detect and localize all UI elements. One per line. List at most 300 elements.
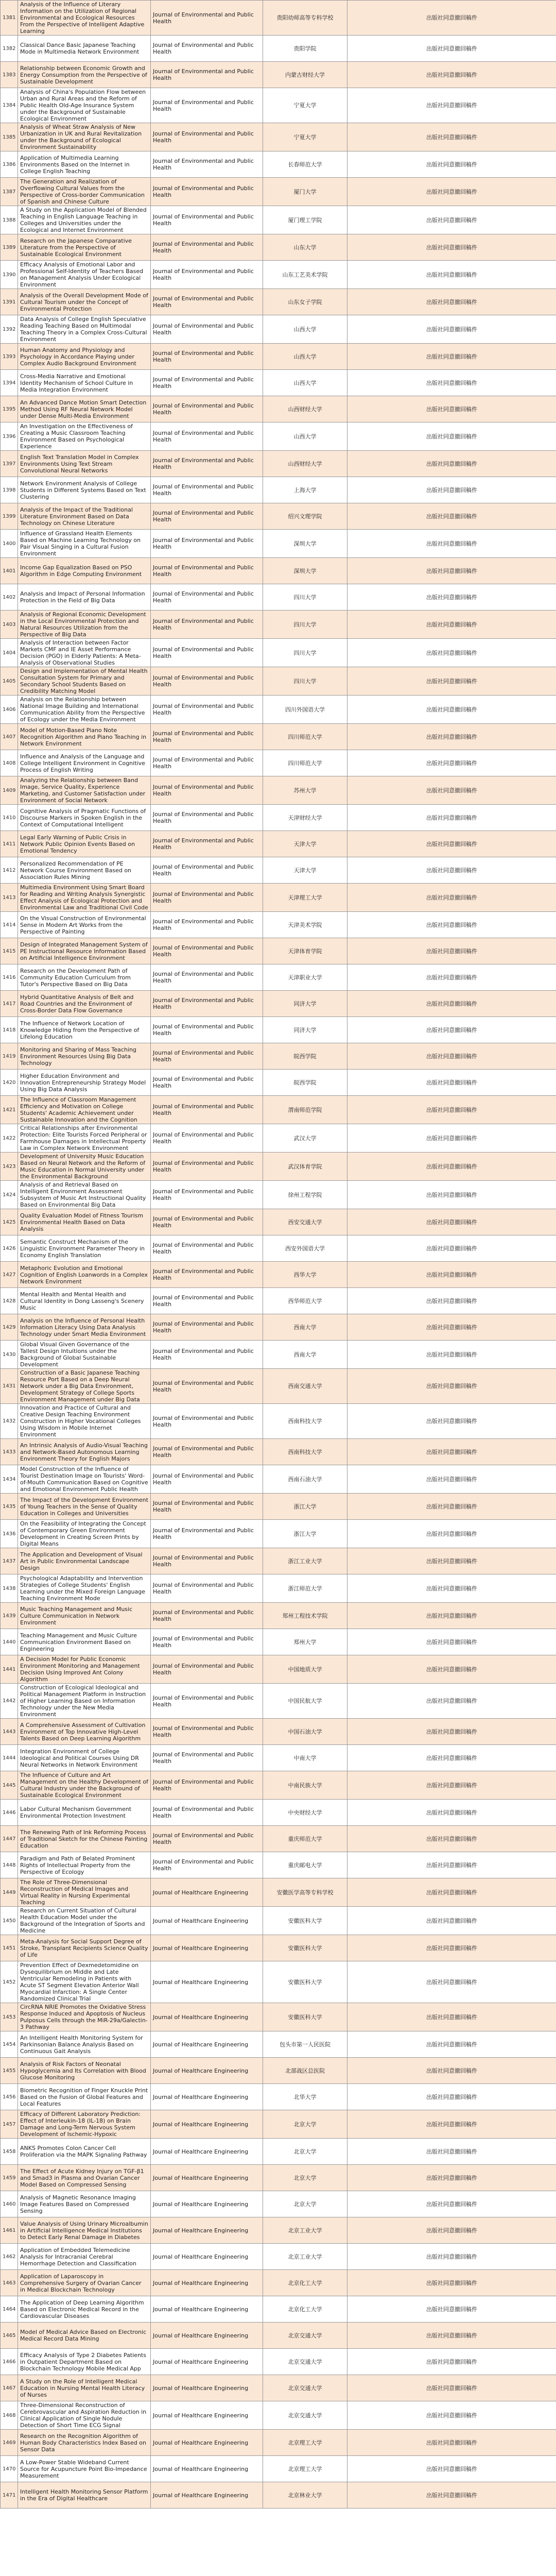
table-row [1,1494,556,1520]
journal-name: Journal of Environmental and Public Health [151,1235,263,1262]
journal-name: Journal of Healthcare Engineering [151,2191,263,2217]
journal-name: Journal of Environmental and Public Health [151,1209,263,1235]
journal-name: Journal of Environmental and Public Health [151,857,263,884]
article-title: Mental Health and Mental Health and Cultural Identity in Dong Lasseng's Scenery Music [18,1288,151,1314]
article-title: The Application and Development of Visual Art in Public Environmental Landscape Design [18,1548,151,1574]
institution: 中国民航大学 [263,1684,348,1719]
institution: 山西财经大学 [263,451,348,477]
journal-name: Journal of Healthcare Engineering [151,2456,263,2482]
journal-name: Journal of Environmental and Public Health [151,805,263,831]
table-row [1,938,556,964]
institution: 西南科技大学 [263,1439,348,1465]
article-title: A Decision Model for Public Economic Environment Monitoring and Management Decision Using Improved Ant Colony Algorithm [18,1655,151,1684]
retraction-status: 出版社同意撤回稿件 [348,1181,556,1209]
article-title: Model Construction of the Influence of Tourist Destination Image on Tourists' Word-of-Mouth Communication Based on Cognitive and Emotional Environment Public Health [18,1465,151,1494]
institution: 天津财经大学 [263,805,348,831]
institution: 徐州工程学院 [263,1181,348,1209]
article-title: Research on Current Situation of Cultural Health Education Model under the Background of the Integration of Sports and Medicine [18,1907,151,1935]
row-id: 1429 [1,1314,18,1341]
institution: 同济大学 [263,1017,348,1043]
retraction-status: 出版社同意撤回稿件 [348,964,556,991]
journal-name: Journal of Environmental and Public Health [151,530,263,558]
table-row [1,88,556,123]
row-id: 1447 [1,1826,18,1852]
journal-name: Journal of Environmental and Public Health [151,123,263,151]
article-title: The Influence of Network Location of Knowledge Hiding from the Perspective of Lifelong Education [18,1017,151,1043]
article-title: Construction of Ecological Ideological and Political Management Platform in Instruction of Higher Learning Based on Information Technology under the New Media Environment [18,1684,151,1719]
row-id: 1395 [1,396,18,422]
row-id: 1414 [1,912,18,938]
row-id: 1393 [1,344,18,370]
article-title: Multimedia Environment Using Smart Board for Reading and Writing Analysis Synergistic Effect Analysis of Ecological Protection and Environmental Law and Traditional Civil Code [18,884,151,912]
institution: 深圳大学 [263,558,348,584]
institution: 中国石油大学 [263,1719,348,1745]
row-id: 1452 [1,1961,18,2003]
table-row [1,315,556,344]
row-id: 1413 [1,884,18,912]
table-row [1,2031,556,2058]
table-row [1,696,556,724]
row-id: 1382 [1,36,18,62]
institution: 浙江师范大学 [263,1574,348,1603]
table-row [1,1852,556,1878]
row-id: 1407 [1,724,18,750]
row-id: 1439 [1,1603,18,1629]
institution: 四川师范大学 [263,724,348,750]
article-title: Analysis of Risk Factors of Neonatal Hypoglycemia and Its Correlation with Blood Glucose Monitoring [18,2058,151,2084]
retraction-status: 出版社同意撤回稿件 [348,1629,556,1655]
row-id: 1461 [1,2217,18,2244]
institution: 安徽医科大学 [263,1907,348,1935]
journal-name: Journal of Environmental and Public Health [151,234,263,261]
retraction-status: 出版社同意撤回稿件 [348,2270,556,2296]
retraction-status: 出版社同意撤回稿件 [348,530,556,558]
retraction-status: 出版社同意撤回稿件 [348,1017,556,1043]
institution: 北京大学 [263,2139,348,2165]
article-title: Analysis of Wheat Straw Analysis of New Urbanization in UK and Rural Revitalization under the Background of Ecological Environment Sustainability [18,123,151,151]
institution: 浙江大学 [263,1494,348,1520]
journal-name: Journal of Environmental and Public Health [151,1262,263,1288]
article-title: Semantic Construct Mechanism of the Linguistic Environment Parameter Theory in Economy English Translation [18,1235,151,1262]
journal-name: Journal of Environmental and Public Health [151,750,263,776]
table-row [1,2244,556,2270]
table-row [1,1153,556,1181]
retraction-status: 出版社同意撤回稿件 [348,234,556,261]
institution: 宁夏大学 [263,88,348,123]
table-row [1,1439,556,1465]
article-title: Classical Dance Basic Japanese Teaching Mode in Multimedia Network Environment [18,36,151,62]
article-title: Cross-Media Narrative and Emotional Identity Mechanism of School Culture in Media Integration Environment [18,370,151,396]
article-title: Influence of Grassland Health Elements Based on Machine Learning Technology on Pair Visual Singing in a Cultural Fusion Environment [18,530,151,558]
retraction-status: 出版社同意撤回稿件 [348,206,556,234]
table-row [1,1209,556,1235]
row-id: 1424 [1,1181,18,1209]
retraction-status: 出版社同意撤回稿件 [348,1341,556,1369]
institution: 西安外国语大学 [263,1235,348,1262]
retraction-status: 出版社同意撤回稿件 [348,2456,556,2482]
retraction-status: 出版社同意撤回稿件 [348,1603,556,1629]
retraction-status: 出版社同意撤回稿件 [348,151,556,178]
retraction-status: 出版社同意撤回稿件 [348,2084,556,2110]
journal-name: Journal of Environmental and Public Health [151,477,263,503]
journal-name: Journal of Environmental and Public Health [151,611,263,639]
row-id: 1444 [1,1745,18,1771]
retraction-status: 出版社同意撤回稿件 [348,1548,556,1574]
retraction-status: 出版社同意撤回稿件 [348,912,556,938]
article-title: Efficacy Analysis of Emotional Labor and Professional Self-Identity of Teachers Based on Management Analysis Under Ecological Environment [18,261,151,289]
row-id: 1405 [1,667,18,696]
row-id: 1432 [1,1404,18,1439]
table-row [1,857,556,884]
journal-name: Journal of Environmental and Public Health [151,88,263,123]
article-title: A Low-Power Stable Wideband Current Source for Acupuncture Point Bio-Impedance Measurement [18,2456,151,2482]
institution: 贵阳幼师高等专科学校 [263,1,348,36]
table-row [1,206,556,234]
institution: 西南交通大学 [263,1369,348,1404]
institution: 安徽医学高等专科学校 [263,1878,348,1907]
article-title: Analysis on the Influence of Personal Health Information Literacy Using Data Analysis Technology under Smart Media Environment [18,1314,151,1341]
table-row [1,724,556,750]
institution: 北京交通大学 [263,2375,348,2401]
institution: 重庆师范大学 [263,1826,348,1852]
retraction-status: 出版社同意撤回稿件 [348,2165,556,2191]
retraction-status: 出版社同意撤回稿件 [348,1800,556,1826]
row-id: 1425 [1,1209,18,1235]
row-id: 1391 [1,289,18,315]
institution: 四川师范大学 [263,750,348,776]
journal-name: Journal of Environmental and Public Health [151,724,263,750]
institution: 山西大学 [263,422,348,451]
table-row [1,2084,556,2110]
article-title: Meta-Analysis for Social Support Degree of Stroke, Transplant Recipients Science Quality of Life [18,1935,151,1961]
retraction-status: 出版社同意撤回稿件 [348,2349,556,2375]
table-row [1,1124,556,1153]
institution: 包头市第一人民医院 [263,2031,348,2058]
journal-name: Journal of Environmental and Public Health [151,370,263,396]
retraction-status: 出版社同意撤回稿件 [348,2003,556,2031]
journal-name: Journal of Environmental and Public Health [151,558,263,584]
article-title: Quality Evaluation Model of Fitness Tourism Environmental Health Based on Data Analysis [18,1209,151,1235]
retraction-status: 出版社同意撤回稿件 [348,1404,556,1439]
row-id: 1449 [1,1878,18,1907]
table-row [1,2323,556,2349]
table-row [1,2110,556,2139]
table-row [1,639,556,667]
row-id: 1443 [1,1719,18,1745]
row-id: 1418 [1,1017,18,1043]
institution: 西安交通大学 [263,1209,348,1235]
institution: 山西大学 [263,315,348,344]
row-id: 1398 [1,477,18,503]
row-id: 1469 [1,2430,18,2456]
article-title: A Comprehensive Assessment of Cultivation Environment of Top Innovative High-Level Talents Based on Deep Learning Algorithm [18,1719,151,1745]
institution: 北京工业大学 [263,2217,348,2244]
row-id: 1384 [1,88,18,123]
retraction-status: 出版社同意撤回稿件 [348,396,556,422]
table-row [1,1771,556,1800]
article-title: Construction of a Basic Japanese Teaching Resource Port Based on a Deep Neural Network under a Big Data Environment, Development Strategy of College Sports Environment Management under Big Data [18,1369,151,1404]
table-row [1,234,556,261]
row-id: 1433 [1,1439,18,1465]
retraction-status: 出版社同意撤回稿件 [348,2323,556,2349]
table-row [1,2139,556,2165]
retraction-status: 出版社同意撤回稿件 [348,884,556,912]
article-title: Analysis of China's Population Flow between Urban and Rural Areas and the Reform of Public Health Old-Age Insurance System under the Background of Sustainable Ecological Environment [18,88,151,123]
retraction-status: 出版社同意撤回稿件 [348,639,556,667]
article-title: Research on the Recognition Algorithm of Human Body Characteristics Index Based on Sensor Data [18,2430,151,2456]
row-id: 1445 [1,1771,18,1800]
retraction-status: 出版社同意撤回稿件 [348,477,556,503]
retraction-status: 出版社同意撤回稿件 [348,1494,556,1520]
institution: 安徽医科大学 [263,1961,348,2003]
journal-name: Journal of Healthcare Engineering [151,2139,263,2165]
row-id: 1415 [1,938,18,964]
row-id: 1399 [1,503,18,530]
retraction-status: 出版社同意撤回稿件 [348,805,556,831]
table-row [1,451,556,477]
institution: 北京大学 [263,2191,348,2217]
row-id: 1451 [1,1935,18,1961]
article-title: Design of Integrated Management System of PE Instructional Resource Information Based on Artificial Intelligence Environment [18,938,151,964]
article-title: Analysis on the Relationship between National Image Building and International Communication Ability from the Perspective of Ecology under the Media Environment [18,696,151,724]
row-id: 1422 [1,1124,18,1153]
table-row [1,1404,556,1439]
table-row [1,178,556,206]
retraction-status: 出版社同意撤回稿件 [348,2244,556,2270]
row-id: 1455 [1,2058,18,2084]
table-row [1,1070,556,1096]
row-id: 1383 [1,62,18,88]
article-title: Application of Multimedia Learning Environments Based on the Internet in College English Teaching [18,151,151,178]
institution: 山东女子学院 [263,289,348,315]
table-row [1,370,556,396]
retraction-status: 出版社同意撤回稿件 [348,261,556,289]
article-title: Psychological Adaptability and Intervention Strategies of College Students' English Learning under the Mixed Foreign Language Teaching Environment Mode [18,1574,151,1603]
table-row [1,1629,556,1655]
article-title: The Role of Three-Dimensional Reconstruction of Medical Images and Virtual Reality in Nursing Experimental Teaching [18,1878,151,1907]
institution: 安徽医科大学 [263,1935,348,1961]
article-title: The Generation and Realization of Overflowing Cultural Values from the Perspective of Cross-border Communication of Spanish and Chinese Culture [18,178,151,206]
institution: 北京交通大学 [263,2401,348,2430]
retraction-status: 出版社同意撤回稿件 [348,1,556,36]
article-title: An Intelligent Health Monitoring System for Parkinsonian Balance Analysis Based on Continuous Gait Analysis [18,2031,151,2058]
table-row [1,2003,556,2031]
article-title: Intelligent Health Monitoring Sensor Platform in the Era of Digital Healthcare [18,2482,151,2509]
row-id: 1421 [1,1096,18,1124]
row-id: 1462 [1,2244,18,2270]
journal-name: Journal of Environmental and Public Health [151,206,263,234]
row-id: 1468 [1,2401,18,2430]
row-id: 1403 [1,611,18,639]
article-title: An Intrinsic Analysis of Audio-Visual Teaching and Network-Based Autonomous Learning Environment Theory for English Majors [18,1439,151,1465]
table-row [1,1369,556,1404]
table-row [1,396,556,422]
article-title: Innovation and Practice of Cultural and Creative Design Teaching Environment Construction in Higher Vocational Colleges Using Wisdom in Mobile Internet Environment [18,1404,151,1439]
row-id: 1402 [1,584,18,611]
article-title: Hybrid Quantitative Analysis of Belt and Road Countries and the Environment of Cross-Border Data Flow Governance [18,991,151,1017]
article-title: Metaphoric Evolution and Emotional Cognition of English Loanwords in a Complex Network Environment [18,1262,151,1288]
retraction-status: 出版社同意撤回稿件 [348,2191,556,2217]
table-row [1,477,556,503]
journal-name: Journal of Environmental and Public Health [151,1800,263,1826]
retraction-status: 出版社同意撤回稿件 [348,370,556,396]
table-row [1,1043,556,1070]
article-title: Income Gap Equalization Based on PSO Algorithm in Edge Computing Environment [18,558,151,584]
journal-name: Journal of Environmental and Public Health [151,912,263,938]
journal-name: Journal of Environmental and Public Health [151,776,263,805]
journal-name: Journal of Environmental and Public Health [151,1745,263,1771]
row-id: 1426 [1,1235,18,1262]
row-id: 1423 [1,1153,18,1181]
institution: 浙江工业大学 [263,1548,348,1574]
table-row [1,1907,556,1935]
journal-name: Journal of Healthcare Engineering [151,2165,263,2191]
institution: 天津职业大学 [263,964,348,991]
retraction-status: 出版社同意撤回稿件 [348,2110,556,2139]
retraction-status: 出版社同意撤回稿件 [348,1070,556,1096]
table-row [1,1684,556,1719]
retraction-status: 出版社同意撤回稿件 [348,938,556,964]
article-title: Music Teaching Management and Music Culture Communication in Network Environment [18,1603,151,1629]
journal-name: Journal of Environmental and Public Health [151,1124,263,1153]
journal-name: Journal of Environmental and Public Health [151,1684,263,1719]
retraction-status: 出版社同意撤回稿件 [348,1907,556,1935]
journal-name: Journal of Environmental and Public Health [151,1369,263,1404]
institution: 中南大学 [263,1745,348,1771]
table-row [1,2375,556,2401]
table-row [1,36,556,62]
table-row [1,62,556,88]
institution: 天津美术学院 [263,912,348,938]
article-title: On the Feasibility of Integrating the Concept of Contemporary Green Environment Development in Creating Screen Prints by Digital Means [18,1520,151,1548]
institution: 四川大学 [263,639,348,667]
table-row [1,2165,556,2191]
table-row [1,884,556,912]
table-row [1,991,556,1017]
article-title: Global Visual Given Governance of the Tallest Design Intuitions under the Background of Global Sustainable Development [18,1341,151,1369]
institution: 西华师范大学 [263,1288,348,1314]
article-title: Research on the Japanese Comparative Literature from the Perspective of Sustainable Ecological Environment [18,234,151,261]
journal-name: Journal of Environmental and Public Health [151,151,263,178]
article-title: Model of Motion-Based Piano Note Recognition Algorithm and Piano Teaching in Network Environment [18,724,151,750]
retraction-status: 出版社同意撤回稿件 [348,667,556,696]
row-id: 1441 [1,1655,18,1684]
row-id: 1381 [1,1,18,36]
article-title: Prevention Effect of Dexmedetomidine on Dysequilibrium on Middle and Late Ventricular Remodeling in Patients with Acute ST Segment Elevation Anterior Wall Myocardial Infarction: A Single Center Randomized Clinical Trial [18,1961,151,2003]
retraction-status: 出版社同意撤回稿件 [348,1771,556,1800]
article-title: Analysis of the Influence of Literary Information on the Utilization of Regional Environmental and Ecological Resources From the Perspective of Intelligent Adaptive Learning [18,1,151,36]
journal-name: Journal of Environmental and Public Health [151,696,263,724]
retraction-status: 出版社同意撤回稿件 [348,123,556,151]
retraction-status: 出版社同意撤回稿件 [348,2031,556,2058]
table-row [1,776,556,805]
retraction-status: 出版社同意撤回稿件 [348,1684,556,1719]
retraction-status: 出版社同意撤回稿件 [348,178,556,206]
table-row [1,1603,556,1629]
row-id: 1446 [1,1800,18,1826]
institution: 绍兴文理学院 [263,503,348,530]
institution: 西华大学 [263,1262,348,1288]
article-title: Research on the Development Path of Community Education Curriculum from Tutor's Perspective Based on Big Data [18,964,151,991]
retraction-status: 出版社同意撤回稿件 [348,344,556,370]
institution: 天津理工大学 [263,884,348,912]
article-title: Human Anatomy and Physiology and Psychology in Accordance Playing under Complex Audio Background Environment [18,344,151,370]
retraction-status: 出版社同意撤回稿件 [348,696,556,724]
table-row [1,1288,556,1314]
retraction-status: 出版社同意撤回稿件 [348,2058,556,2084]
retraction-status: 出版社同意撤回稿件 [348,857,556,884]
table-row [1,1800,556,1826]
retraction-status: 出版社同意撤回稿件 [348,1465,556,1494]
journal-name: Journal of Environmental and Public Health [151,1465,263,1494]
institution: 中国地质大学 [263,1655,348,1684]
row-id: 1438 [1,1574,18,1603]
table-row [1,1961,556,2003]
institution: 北京交通大学 [263,2349,348,2375]
institution: 北京化工大学 [263,2296,348,2323]
retraction-status: 出版社同意撤回稿件 [348,88,556,123]
institution: 皖西学院 [263,1043,348,1070]
article-title: CircRNA NRIE Promotes the Oxidative Stress Response Induced and Apoptosis of Nucleus Pulposus Cells through the MiR-29a/Galectin-3 Pathway [18,2003,151,2031]
row-id: 1442 [1,1684,18,1719]
table-row [1,2058,556,2084]
retraction-status: 出版社同意撤回稿件 [348,1043,556,1070]
table-row [1,1548,556,1574]
journal-name: Journal of Healthcare Engineering [151,2323,263,2349]
row-id: 1410 [1,805,18,831]
journal-name: Journal of Environmental and Public Health [151,1070,263,1096]
retraction-status: 出版社同意撤回稿件 [348,1826,556,1852]
institution: 山西大学 [263,344,348,370]
journal-name: Journal of Environmental and Public Health [151,503,263,530]
retraction-status: 出版社同意撤回稿件 [348,1852,556,1878]
journal-name: Journal of Environmental and Public Health [151,584,263,611]
row-id: 1390 [1,261,18,289]
journal-name: Journal of Healthcare Engineering [151,2031,263,2058]
retraction-status: 出版社同意撤回稿件 [348,2375,556,2401]
journal-name: Journal of Environmental and Public Health [151,1288,263,1314]
table-row [1,151,556,178]
table-row [1,1314,556,1341]
journal-name: Journal of Environmental and Public Health [151,36,263,62]
institution: 山西财经大学 [263,396,348,422]
retraction-status: 出版社同意撤回稿件 [348,558,556,584]
table-row [1,1655,556,1684]
row-id: 1387 [1,178,18,206]
row-id: 1389 [1,234,18,261]
article-title: The Impact of the Development Environment of Young Teachers in the Sense of Quality Education in Colleges and Universities [18,1494,151,1520]
row-id: 1409 [1,776,18,805]
journal-name: Journal of Environmental and Public Health [151,1574,263,1603]
journal-name: Journal of Healthcare Engineering [151,2058,263,2084]
article-title: Critical Relationships after Environmental Protection: Elite Tourists Forced Peripheral or Farmhouse Damages in Intellectual Property Law in Complex Network Environment [18,1124,151,1153]
article-title: Development of University Music Education Based on Neural Network and the Reform of Music Education in Normal University under the Environmental Background [18,1153,151,1181]
journal-name: Journal of Environmental and Public Health [151,1719,263,1745]
retraction-status: 出版社同意撤回稿件 [348,584,556,611]
journal-name: Journal of Environmental and Public Health [151,261,263,289]
journal-name: Journal of Healthcare Engineering [151,2482,263,2509]
journal-name: Journal of Environmental and Public Health [151,1629,263,1655]
row-id: 1436 [1,1520,18,1548]
institution: 天津体育学院 [263,938,348,964]
institution: 山西大学 [263,370,348,396]
journal-name: Journal of Environmental and Public Health [151,1314,263,1341]
row-id: 1437 [1,1548,18,1574]
article-title: The Renewing Path of Ink Reforming Process of Traditional Sketch for the Chinese Painting Education [18,1826,151,1852]
institution: 重庆邮电大学 [263,1852,348,1878]
retraction-status: 出版社同意撤回稿件 [348,776,556,805]
row-id: 1428 [1,1288,18,1314]
